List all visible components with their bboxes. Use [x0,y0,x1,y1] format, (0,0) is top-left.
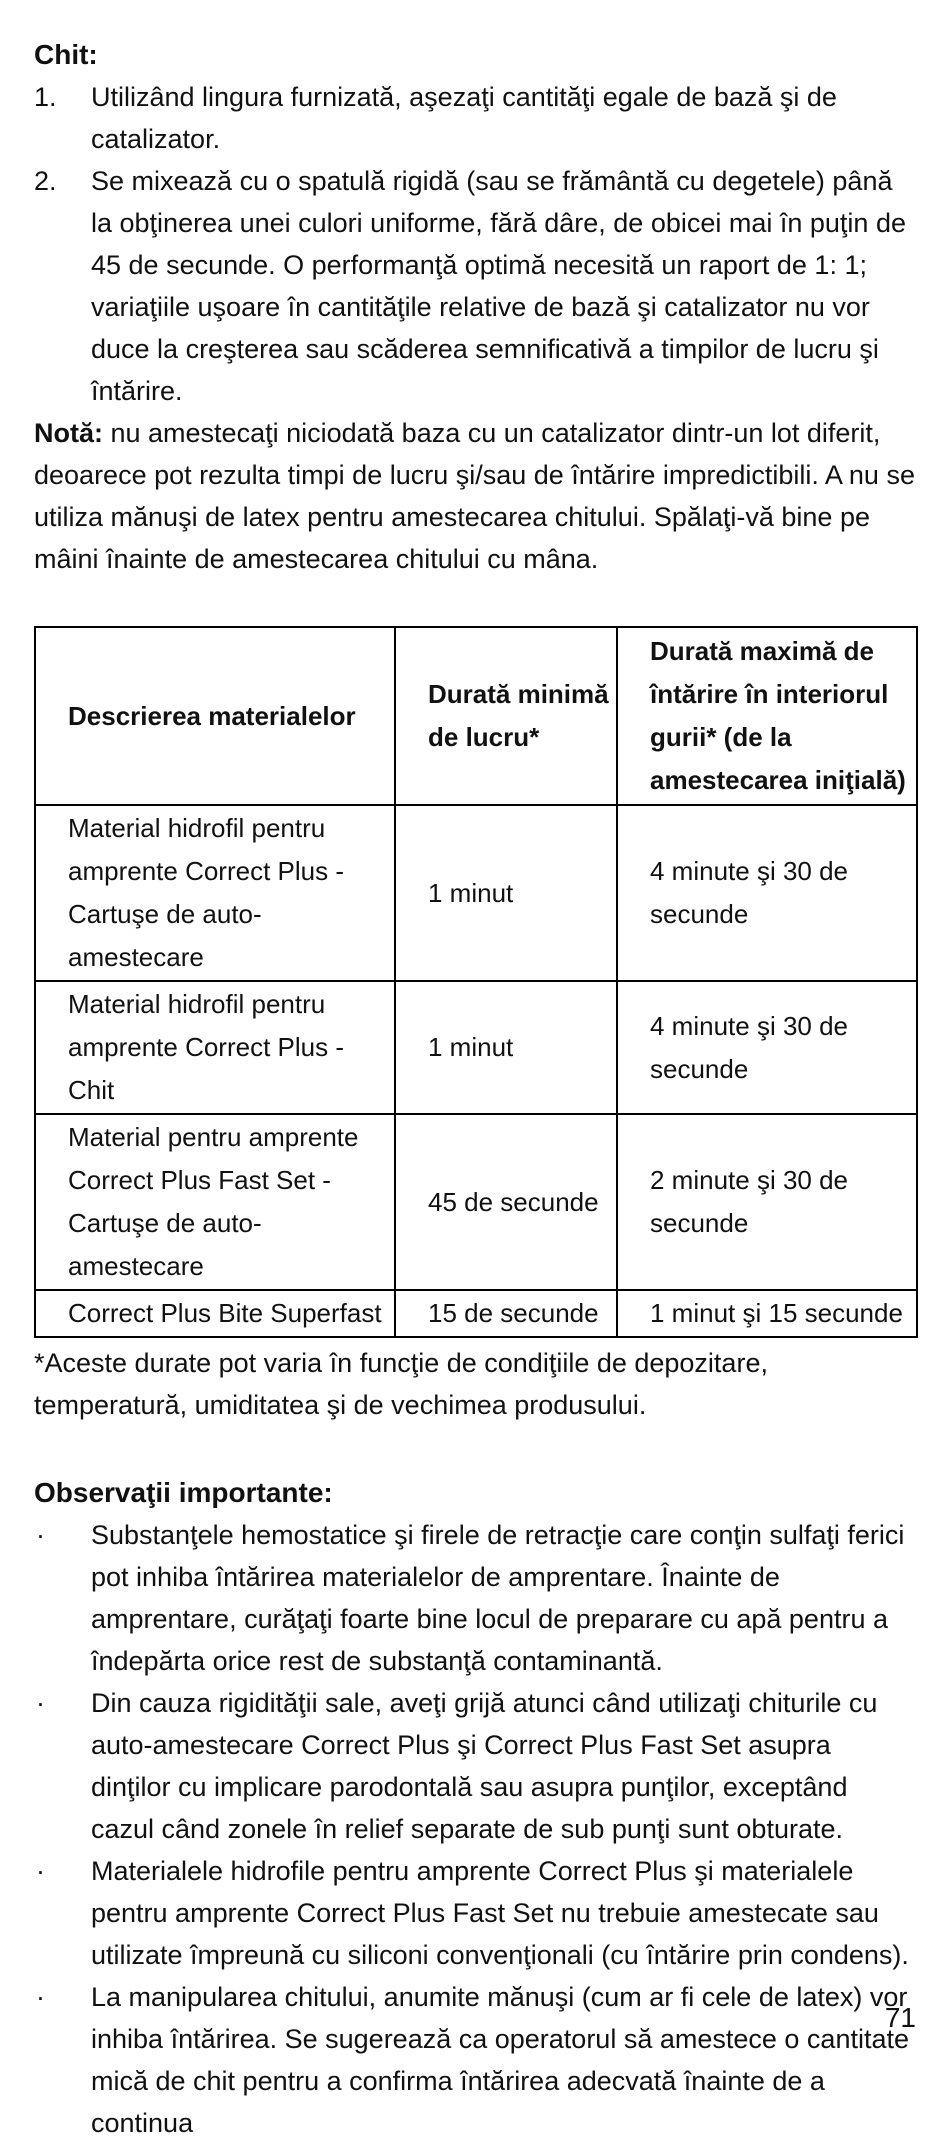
header-min-working-time: Durată minimă de lucru* [395,627,617,805]
note-text: nu amestecaţi niciodată baza cu un catalizator dintr-un lot diferit, deoarece pot rezulta timpi de lucru şi/sau de întărire impredictibili. A nu se utiliza mănuşi de latex pentru amestecarea chitului. Spălaţi-vă bine pe mâini înainte de amestecarea chitului cu mâna. [34,418,915,574]
note-label: Notă: [34,418,103,448]
observations-heading: Observaţii importante: [34,1477,333,1508]
observation-text: Materialele hidrofile pentru amprente Correct Plus şi materialele pentru amprente Correct Plus Fast Set nu trebuie amestecate sau utilizate împreună cu siliconi convenţionali (cu întărire prin condens). [91,1856,909,1970]
table-row [35,981,917,1114]
list-item [34,1976,916,2144]
cell-material: Material hidrofil pentru amprente Correct Plus - Cartuşe de auto-amestecare [35,805,395,981]
table-footnote: *Aceste durate pot varia în funcţie de condiţiile de depozitare, temperatură, umiditatea şi de vechimea produsului. [34,1348,768,1420]
document-page [34,34,916,2144]
step-number: 2. [34,166,57,196]
step-text: Utilizând lingura furnizată, aşezaţi cantităţi egale de bază şi de catalizator. [91,82,837,154]
table-row [35,1114,917,1290]
materials-table [34,626,918,1338]
cell-setting-time: 4 minute şi 30 de secunde [617,805,917,981]
chit-note [34,412,916,580]
chit-heading: Chit: [34,39,98,70]
table-header-row [35,627,917,805]
observation-text: Din cauza rigidităţii sale, aveţi grijă atunci când utilizaţi chiturile cu auto-amestecare Correct Plus şi Correct Plus Fast Set asupra dinţilor cu implicare parodontală sau asupra punţilor, exceptând cazul când zonele în relief separate de sub punţi sunt obturate. [91,1688,878,1844]
chit-steps-list [34,76,916,412]
cell-setting-time: 2 minute şi 30 de secunde [617,1114,917,1290]
cell-setting-time: 4 minute şi 30 de secunde [617,981,917,1114]
cell-working-time: 45 de secunde [395,1114,617,1290]
header-material-description: Descrierea materialelor [35,627,395,805]
chit-step [34,160,916,412]
bullet-icon: · [36,1856,45,1886]
list-item [34,1514,916,1682]
cell-material: Material pentru amprente Correct Plus Fast Set - Cartuşe de auto-amestecare [35,1114,395,1290]
bullet-icon: · [36,1520,45,1550]
bullet-icon: · [36,1688,45,1718]
table-row [35,805,917,981]
bullet-icon: · [36,1982,45,2012]
list-item [34,1682,916,1850]
observation-text: La manipularea chitului, anumite mănuşi (cum ar fi cele de latex) vor inhiba întărirea. Se sugerează ca operatorul să amestece o cantitate mică de chit pentru a confirma întărirea adecvată înainte de a continua [91,1982,909,2138]
cell-working-time: 15 de secunde [395,1290,617,1337]
cell-material: Material hidrofil pentru amprente Correct Plus - Chit [35,981,395,1114]
chit-step [34,76,916,160]
cell-material: Correct Plus Bite Superfast [35,1290,395,1337]
observations-list [34,1514,916,2144]
list-item [34,1850,916,1976]
step-text: Se mixează cu o spatulă rigidă (sau se frământă cu degetele) până la obţinerea unei culori uniforme, fără dâre, de obicei mai în puţin de 45 de secunde. O performanţă optimă necesită un raport de 1: 1; variaţiile uşoare în cantităţile relative de bază şi catalizator nu vor duce la creşterea sau scăderea semnificativă a timpilor de lucru şi întărire. [91,166,906,406]
cell-working-time: 1 minut [395,805,617,981]
header-max-setting-time: Durată maximă de întărire în interiorul gurii* (de la amestecarea iniţială) [617,627,917,805]
page-number: 71 [884,2002,916,2033]
cell-working-time: 1 minut [395,981,617,1114]
step-number: 1. [34,82,57,112]
observation-text: Substanţele hemostatice şi firele de retracţie care conţin sulfaţi ferici pot inhiba întărirea materialelor de amprentare. Înainte de amprentare, curăţaţi foarte bine locul de preparare cu apă pentru a îndepărta orice rest de substanţă contaminantă. [91,1520,905,1676]
cell-setting-time: 1 minut şi 15 secunde [617,1290,917,1337]
table-row [35,1290,917,1337]
